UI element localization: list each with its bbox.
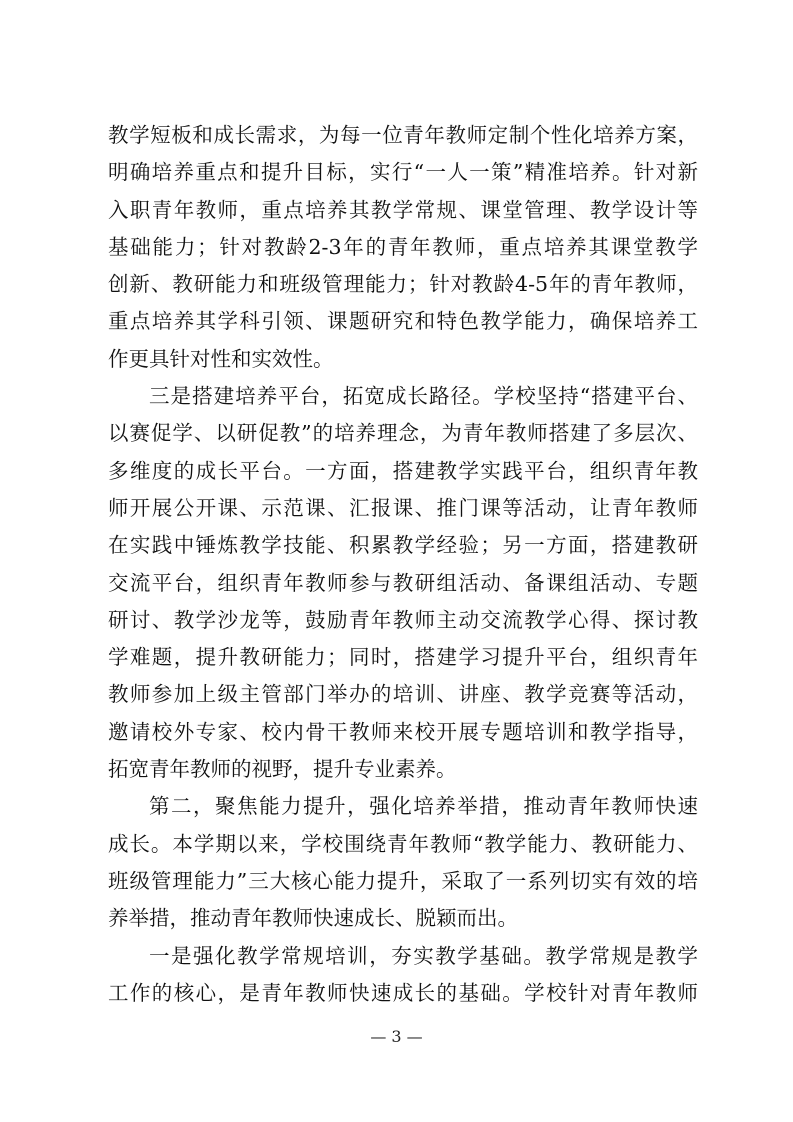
text-line: 研讨、教学沙龙等，鼓励青年教师主动交流教学心得、探讨教: [108, 607, 698, 632]
text-line: 一是强化教学常规培训，夯实教学基础。教学常规是教学: [149, 943, 698, 968]
text-line: 成长。本学期以来，学校围绕青年教师“教学能力、教研能力、: [108, 831, 698, 856]
paragraph: [108, 378, 698, 788]
text-line: 以赛促学、以研促教”的培养理念，为青年教师搭建了多层次、: [108, 421, 698, 446]
page-number: — 3 —: [370, 1027, 423, 1046]
text-line: 明确培养重点和提升目标，实行“一人一策”精准培养。针对新: [108, 160, 698, 185]
text-line: 作更具针对性和实效性。: [108, 346, 334, 371]
document-body: [108, 117, 698, 1012]
text-line: 师开展公开课、示范课、汇报课、推门课等活动，让青年教师: [108, 495, 698, 520]
text-line: 拓宽青年教师的视野，提升专业素养。: [108, 757, 457, 782]
text-line: 基础能力；针对教龄2-3年的青年教师，重点培养其课堂教学: [108, 234, 698, 259]
text-line: 教学短板和成长需求，为每一位青年教师定制个性化培养方案，: [108, 123, 698, 147]
text-line: 班级管理能力”三大核心能力提升，采取了一系列切实有效的培: [108, 868, 698, 893]
text-line: 邀请校外专家、校内骨干教师来校开展专题培训和教学指导，: [108, 719, 698, 744]
text-line: 工作的核心，是青年教师快速成长的基础。学校针对青年教师: [108, 980, 698, 1005]
text-line: 三是搭建培养平台，拓宽成长路径。学校坚持“搭建平台、: [149, 384, 698, 409]
text-line: 学难题，提升教研能力；同时，搭建学习提升平台，组织青年: [108, 645, 698, 670]
paragraph: [108, 788, 698, 937]
paragraph: [108, 938, 698, 1013]
text-line: 教师参加上级主管部门举办的培训、讲座、教学竞赛等活动，: [108, 682, 698, 707]
paragraph: [108, 117, 698, 378]
text-line: 入职青年教师，重点培养其教学常规、课堂管理、教学设计等: [108, 197, 698, 222]
text-line: 养举措，推动青年教师快速成长、脱颖而出。: [108, 906, 518, 931]
text-line: 创新、教研能力和班级管理能力；针对教龄4-5年的青年教师，: [108, 272, 698, 297]
text-line: 重点培养其学科引领、课题研究和特色教学能力，确保培养工: [108, 309, 698, 334]
text-line: 第二，聚焦能力提升，强化培养举措，推动青年教师快速: [149, 794, 698, 819]
text-line: 交流平台，组织青年教师参与教研组活动、备课组活动、专题: [108, 570, 698, 595]
text-line: 多维度的成长平台。一方面，搭建教学实践平台，组织青年教: [108, 458, 698, 483]
text-line: 在实践中锤炼教学技能、积累教学经验；另一方面，搭建教研: [108, 533, 698, 558]
